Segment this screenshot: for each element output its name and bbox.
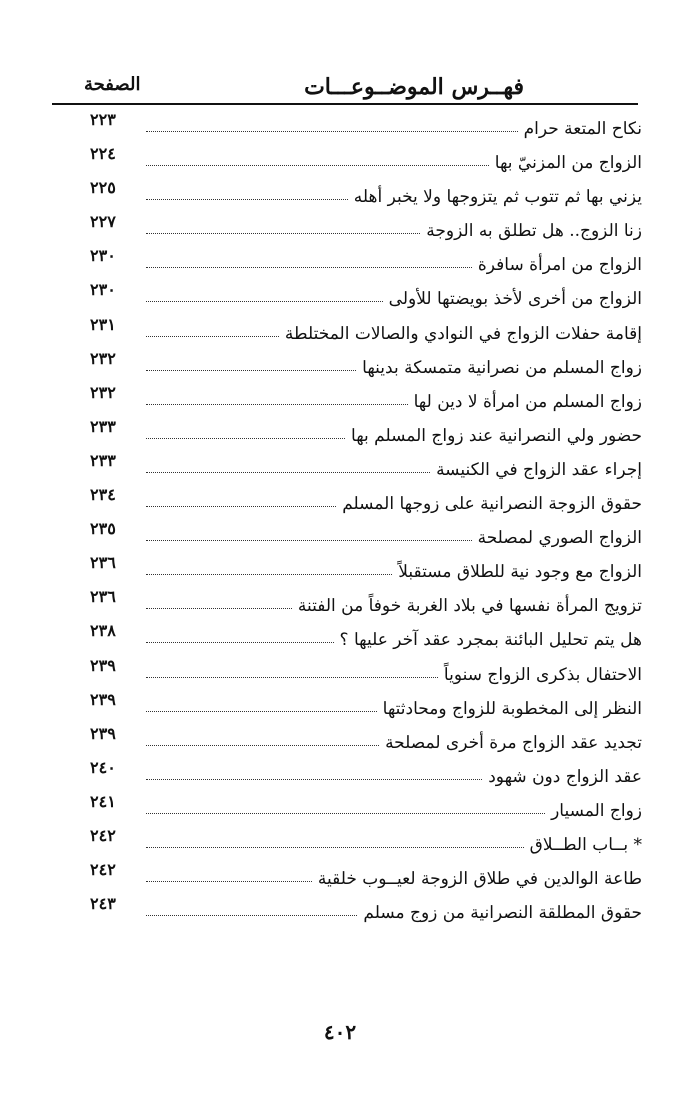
toc-entry-title: زواج المسلم من نصرانية متمسكة بدينها	[362, 357, 642, 378]
toc-entry	[90, 689, 642, 726]
toc-entry-title: تجديد عقد الزواج مرة أخرى لمصلحة	[385, 732, 642, 753]
toc-entry-title: طاعة الوالدين في طلاق الزوجة لعيــوب خلقية	[317, 869, 642, 890]
dot-leader	[146, 847, 524, 848]
toc-entry-page: ٢٣٩	[90, 723, 116, 743]
dot-leader	[146, 404, 408, 405]
toc-entry	[90, 146, 642, 180]
dot-leader	[146, 642, 334, 643]
dot-leader	[146, 131, 518, 132]
dot-leader	[146, 199, 348, 200]
toc-entry-title: حقوق المطلقة النصرانية من زوج مسلم	[363, 903, 642, 924]
toc-entry-page: ٢٢٥	[90, 178, 116, 198]
toc-entry	[90, 314, 642, 351]
dot-leader	[146, 438, 345, 439]
page-column-label: الصفحة	[84, 74, 141, 95]
toc-entry-title: زواج المسيار	[551, 800, 642, 821]
toc-entry-title: إجراء عقد الزواج في الكنيسة	[436, 459, 642, 480]
toc-entry	[90, 521, 642, 555]
toc-entry-page: ٢٤١	[90, 791, 116, 811]
toc-entry-page: ٢٣١	[90, 314, 116, 334]
dot-leader	[146, 745, 379, 746]
toc-entry-page: ٢٢٣	[90, 110, 116, 129]
toc-entry-title: الزواج من المزنيّ بها	[494, 153, 642, 174]
dot-leader	[146, 608, 292, 609]
toc-entry-page: ٢٣٥	[90, 519, 116, 539]
toc-entry-page: ٢٣٠	[90, 246, 116, 266]
toc-entry-page: ٢٣٣	[90, 416, 116, 436]
toc-entry	[90, 416, 642, 453]
toc-entry-title: الزواج من أخرى لأخذ بويضتها للأولى	[388, 289, 642, 310]
toc-entry-title: حقوق الزوجة النصرانية على زوجها المسلم	[342, 494, 642, 515]
toc-entry-title: النظر إلى المخطوبة للزواج ومحادثتها	[382, 698, 642, 719]
toc-entry-title: هل يتم تحليل البائنة بمجرد عقد آخر عليها ؟	[339, 630, 642, 651]
toc-entry-title: * بــاب الطــلاق	[529, 834, 642, 855]
dot-leader	[146, 165, 489, 166]
toc-entry-title: عقد الزواج دون شهود	[488, 766, 642, 787]
toc-entry	[90, 723, 642, 760]
dot-leader	[146, 881, 312, 882]
toc-entry-page: ٢٣٢	[90, 382, 116, 402]
dot-leader	[146, 233, 420, 234]
toc-entry	[90, 248, 642, 282]
toc-entry-page: ٢٢٧	[90, 212, 116, 232]
toc-entry	[90, 348, 642, 385]
toc-entry-title: إقامة حفلات الزواج في النوادي والصالات المختلطة	[284, 323, 642, 344]
toc-entry-page: ٢٣٠	[90, 280, 116, 300]
toc-entry	[90, 862, 642, 896]
toc-entry-title: الزواج الصوري لمصلحة	[477, 528, 642, 549]
page-number: ٤٠٢	[323, 1020, 357, 1044]
toc-entry-title: نكاح المتعة حرام	[523, 119, 642, 139]
toc-entry	[90, 589, 642, 623]
toc-entry-page: ٢٣٨	[90, 621, 116, 641]
toc-entry	[90, 655, 642, 692]
toc-entry	[90, 180, 642, 214]
index-title: فهــرس الموضــوعـــات	[304, 74, 524, 100]
dot-leader	[146, 813, 545, 814]
toc-entry-page: ٢٣٦	[90, 587, 116, 607]
toc-entry-title: تزويج المرأة نفسها في بلاد الغربة خوفاً من الفتنة	[297, 596, 642, 617]
dot-leader	[146, 677, 438, 678]
toc-entry-title: يزني بها ثم تتوب ثم يتزوجها ولا يخبر أهله	[353, 187, 642, 208]
toc-entry-title: الاحتفال بذكرى الزواج سنوياً	[443, 664, 642, 685]
toc-entry-page: ٢٤٣	[90, 894, 116, 914]
dot-leader	[146, 370, 356, 371]
dot-leader	[146, 779, 482, 780]
dot-leader	[146, 301, 383, 302]
dot-leader	[146, 336, 279, 337]
toc-entry	[90, 382, 642, 419]
toc-entry-page: ٢٣٩	[90, 655, 116, 675]
toc-entry	[90, 487, 642, 521]
dot-leader	[146, 506, 336, 507]
toc-entry-page: ٢٤٢	[90, 825, 116, 845]
toc-entry	[90, 450, 642, 487]
toc-entry-page: ٢٣٢	[90, 348, 116, 368]
toc-entry-page: ٢٣٤	[90, 485, 116, 505]
toc-entry-title: حضور ولي النصرانية عند زواج المسلم بها	[351, 425, 642, 446]
dot-leader	[146, 267, 472, 268]
toc-entry	[90, 282, 642, 316]
toc-entry-title: زواج المسلم من امرأة لا دين لها	[413, 391, 642, 412]
toc-entry-title: الزواج مع وجود نية للطلاق مستقبلاً	[398, 562, 642, 583]
dot-leader	[146, 574, 392, 575]
toc-entry	[90, 825, 642, 862]
toc-entry	[90, 623, 642, 657]
dot-leader	[146, 711, 377, 712]
dot-leader	[146, 540, 472, 541]
toc-entry-page: ٢٢٤	[90, 144, 116, 164]
toc-entry-page: ٢٣٣	[90, 450, 116, 470]
toc-entry-title: زنا الزوج.. هل تطلق به الزوجة	[426, 221, 642, 242]
toc-entry-page: ٢٣٩	[90, 689, 116, 709]
dot-leader	[146, 915, 357, 916]
toc-entry	[90, 555, 642, 589]
toc-entry	[90, 214, 642, 248]
toc-entry	[90, 112, 642, 146]
toc-entry-page: ٢٤٢	[90, 860, 116, 880]
header-divider	[52, 103, 638, 105]
toc-entry-title: الزواج من امرأة سافرة	[477, 255, 642, 276]
table-of-contents	[90, 112, 642, 930]
dot-leader	[146, 472, 430, 473]
toc-entry-page: ٢٤٠	[90, 757, 116, 777]
toc-entry	[90, 757, 642, 794]
toc-entry	[90, 896, 642, 930]
toc-entry-page: ٢٣٦	[90, 553, 116, 573]
page-header	[84, 74, 636, 102]
toc-entry	[90, 791, 642, 828]
